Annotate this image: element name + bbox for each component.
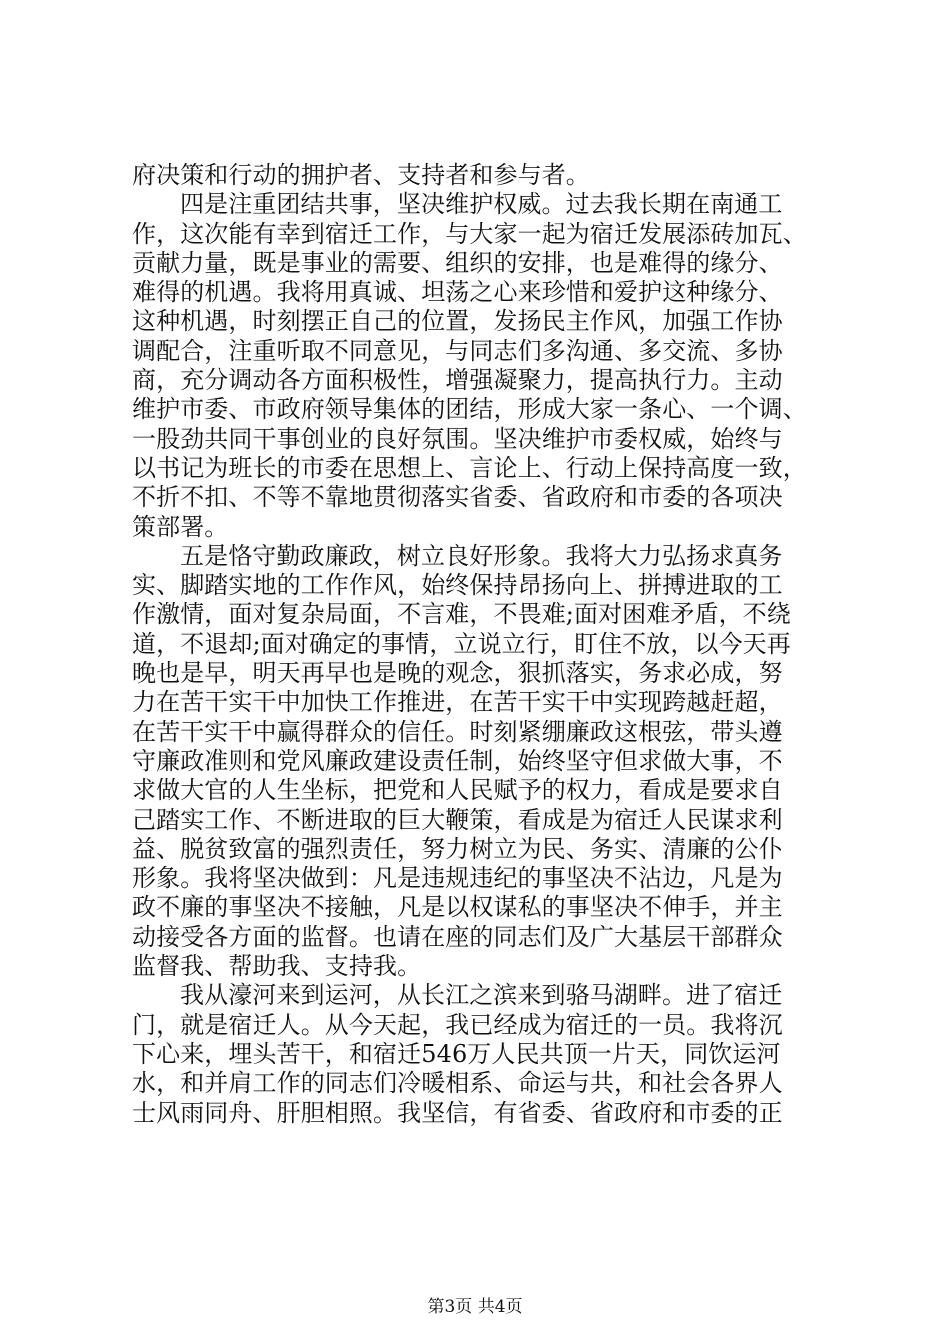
text-line: 实、脚踏实地的工作作风，始终保持昂扬向上、拼搏进取的工	[132, 571, 783, 600]
text-line: 作激情，面对复杂局面，不言难，不畏难;面对困难矛盾，不绕	[132, 600, 791, 629]
paragraph-start-line: 四是注重团结共事，坚决维护权威。过去我长期在南通工	[180, 190, 783, 219]
text-line: 贡献力量，既是事业的需要、组织的安排，也是难得的缘分、	[132, 248, 783, 277]
text-line: 晚也是早，明天再早也是晚的观念，狠抓落实，务求必成，努	[132, 659, 783, 688]
text-line: 在苦干实干中赢得群众的信任。时刻紧绷廉政这根弦，带头遵	[132, 717, 783, 746]
text-line: 监督我、帮助我、支持我。	[132, 952, 422, 981]
document-body	[132, 161, 818, 1128]
text-line: 己踏实工作、不断进取的巨大鞭策，看成是为宿迁人民谋求利	[132, 805, 783, 834]
text-line: 难得的机遇。我将用真诚、坦荡之心来珍惜和爱护这种缘分、	[132, 278, 783, 307]
text-line: 形象。我将坚决做到：凡是违规违纪的事坚决不沾边，凡是为	[132, 864, 783, 893]
text-line: 商，充分调动各方面积极性，增强凝聚力，提高执行力。主动	[132, 366, 783, 395]
page-footer	[0, 1296, 950, 1318]
text-line: 不折不扣、不等不靠地贯彻落实省委、省政府和市委的各项决	[132, 483, 783, 512]
text-line: 府决策和行动的拥护者、支持者和参与者。	[132, 161, 590, 189]
text-line: 政不廉的事坚决不接触，凡是以权谋私的事坚决不伸手，并主	[132, 893, 783, 922]
text-line: 士风雨同舟、肝胆相照。我坚信，有省委、省政府和市委的正	[132, 1098, 783, 1127]
text-line: 以书记为班长的市委在思想上、言论上、行动上保持高度一致，	[132, 453, 807, 482]
text-line: 门，就是宿迁人。从今天起，我已经成为宿迁的一员。我将沉	[132, 1010, 783, 1039]
text-line: 下心来，埋头苦干，和宿迁546万人民共顶一片天，同饮运河	[132, 1039, 781, 1068]
paragraph-start-line: 五是恪守勤政廉政，树立良好形象。我将大力弘扬求真务	[180, 541, 783, 570]
paragraph-start-line: 我从濠河来到运河，从长江之滨来到骆马湖畔。进了宿迁	[180, 981, 783, 1010]
text-line: 调配合，注重听取不同意见，与同志们多沟通、多交流、多协	[132, 336, 783, 365]
page-number-label: 第3页 共4页	[427, 1297, 523, 1317]
text-line: 守廉政准则和党风廉政建设责任制，始终坚守但求做大事，不	[132, 746, 783, 775]
text-line: 策部署。	[132, 512, 229, 541]
text-line: 动接受各方面的监督。也请在座的同志们及广大基层干部群众	[132, 922, 783, 951]
text-line: 力在苦干实干中加快工作推进，在苦干实干中实现跨越赶超，	[132, 688, 783, 717]
text-line: 益、脱贫致富的强烈责任，努力树立为民、务实、清廉的公仆	[132, 834, 783, 863]
text-line: 水，和并肩工作的同志们冷暖相系、命运与共，和社会各界人	[132, 1069, 783, 1098]
text-line: 作，这次能有幸到宿迁工作，与大家一起为宿迁发展添砖加瓦、	[132, 219, 807, 248]
text-line: 维护市委、市政府领导集体的团结，形成大家一条心、一个调、	[132, 395, 807, 424]
text-line: 道，不退却;面对确定的事情，立说立行，盯住不放，以今天再	[132, 629, 791, 658]
text-line: 这种机遇，时刻摆正自己的位置，发扬民主作风，加强工作协	[132, 307, 783, 336]
text-line: 一股劲共同干事创业的良好氛围。坚决维护市委权威，始终与	[132, 424, 783, 453]
text-line: 求做大官的人生坐标，把党和人民赋予的权力，看成是要求自	[132, 776, 783, 805]
